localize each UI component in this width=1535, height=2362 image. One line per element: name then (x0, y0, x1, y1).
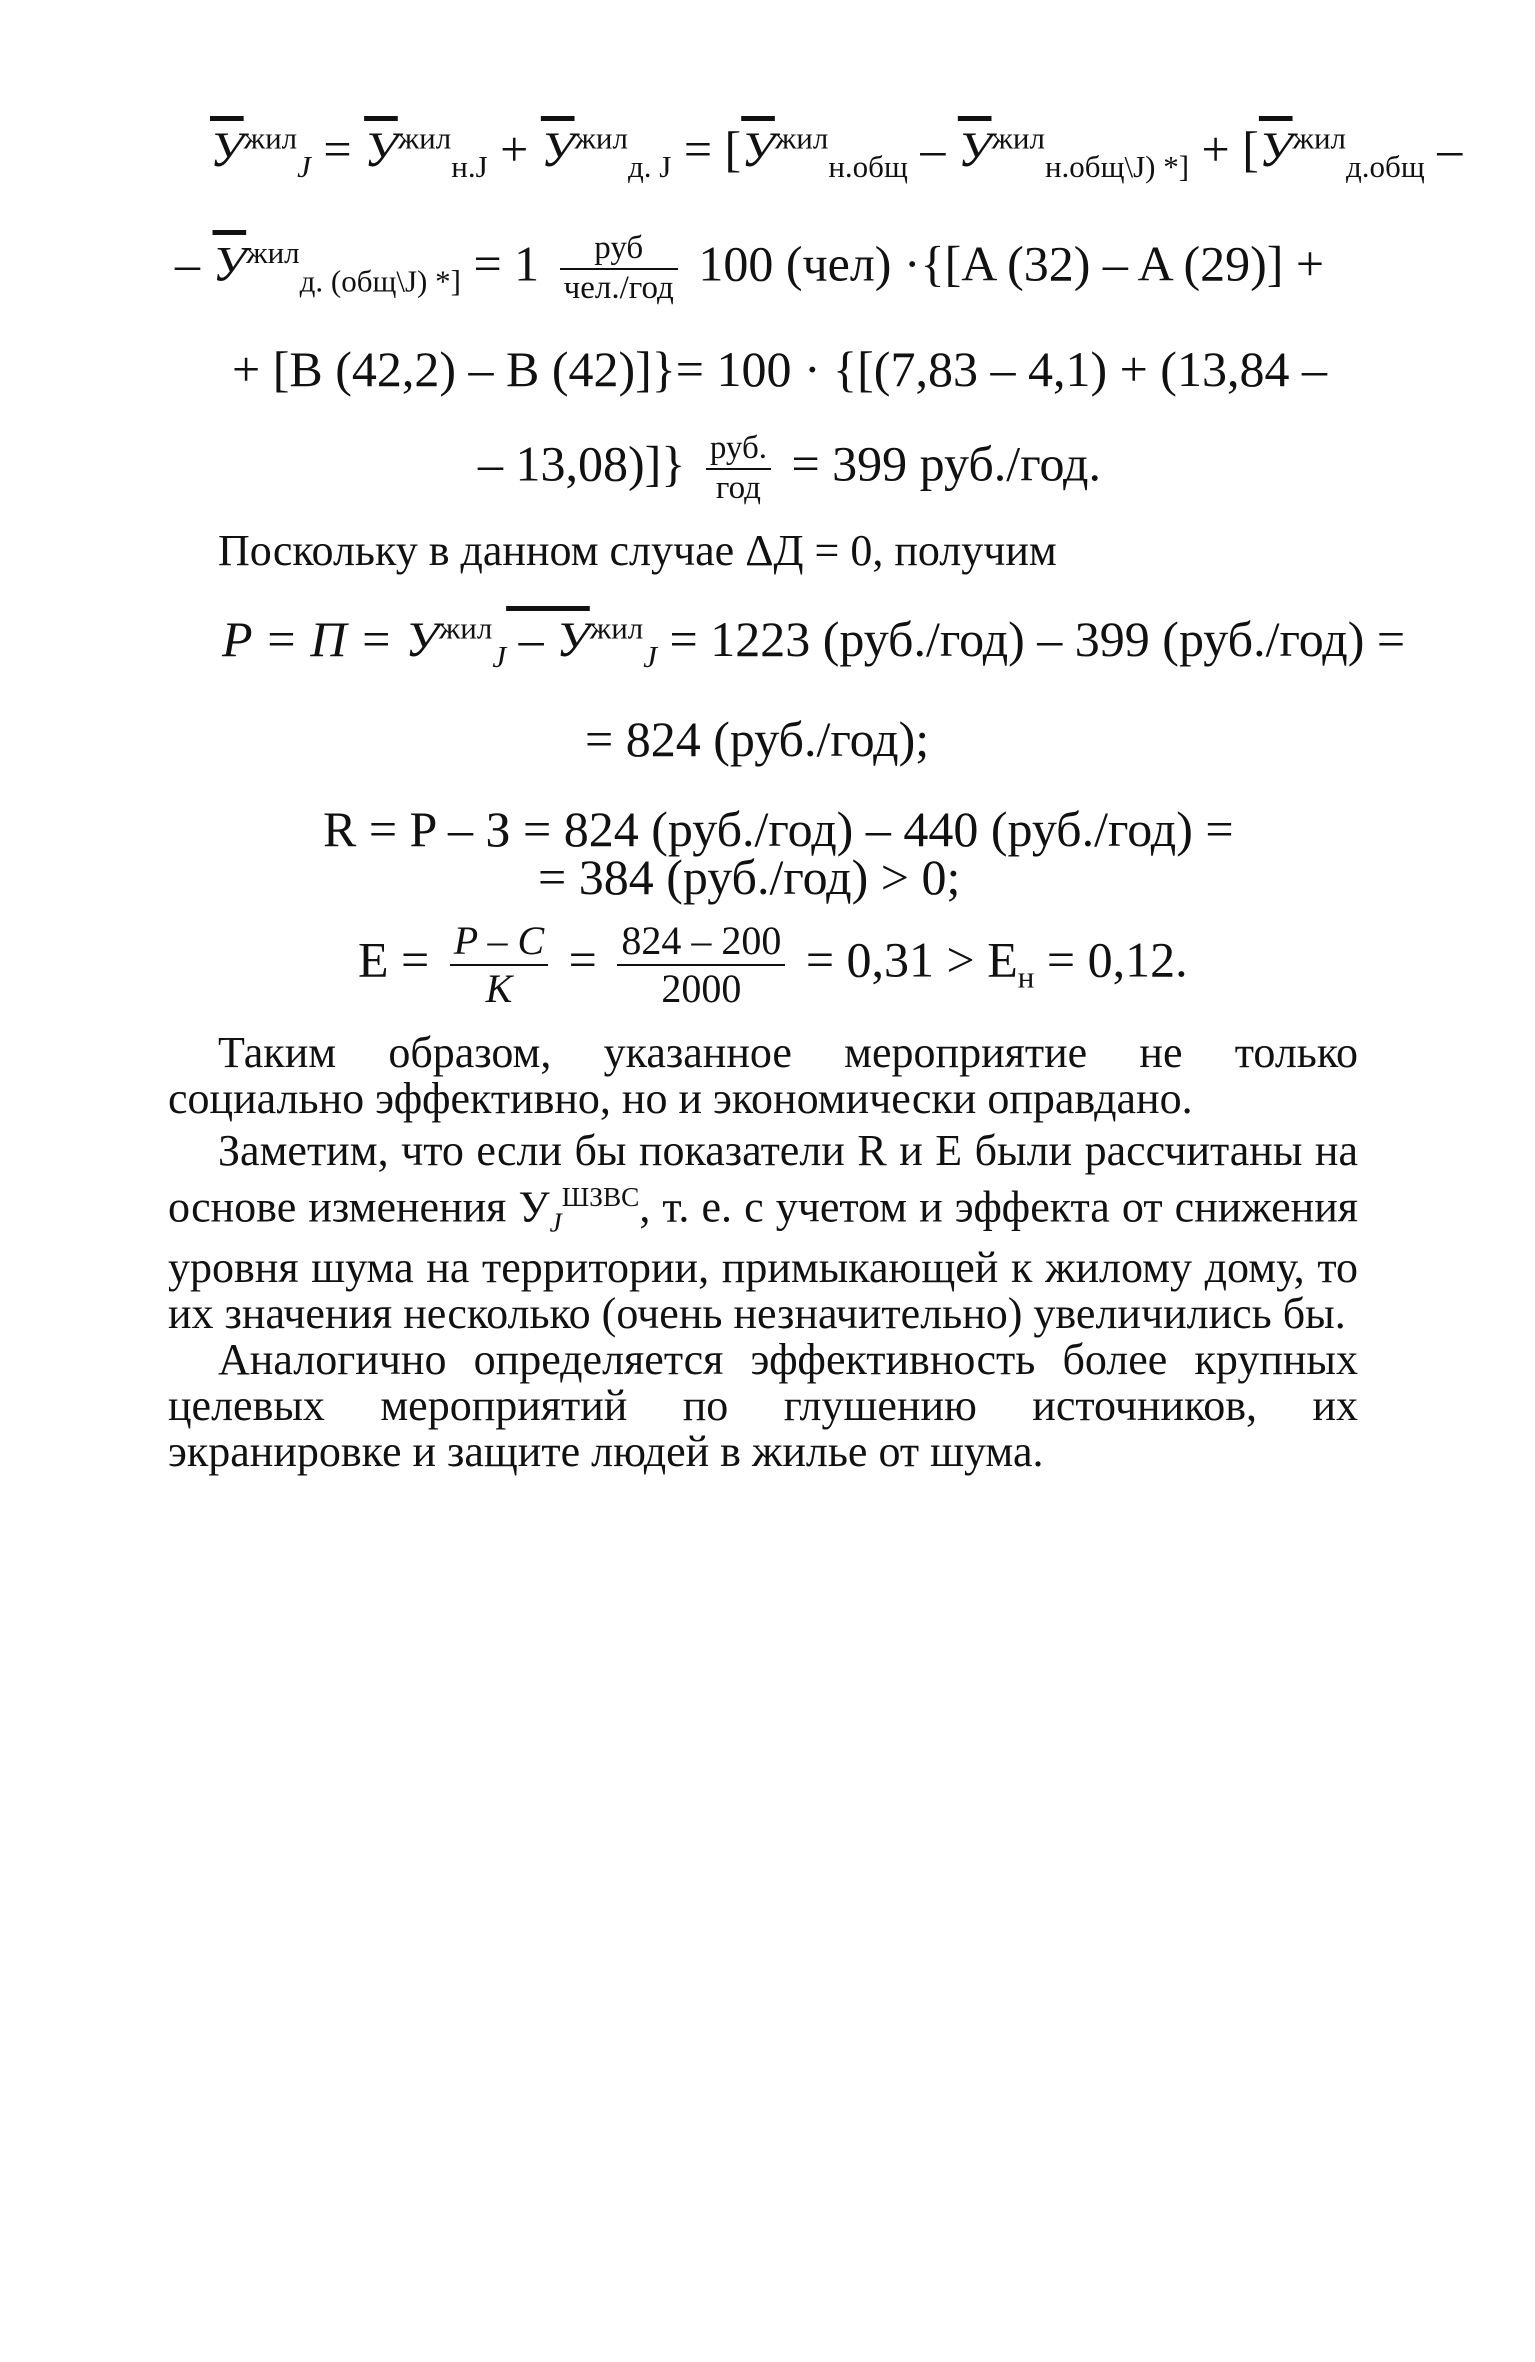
equals: = (323, 121, 352, 177)
formula-line-4-pre: – 13,08)]} (478, 435, 686, 492)
formula-line-1 (210, 120, 1462, 185)
sub-dobsh-j: д. (общ\J) *] (299, 263, 461, 299)
var-y-bar: У (1258, 121, 1293, 177)
remark-text-a: Заметим, что если бы показатели R и E были рассчитаны на основе изменения У (168, 1126, 1358, 1232)
sup-shzvs: ШЗВС (561, 1182, 640, 1212)
var-y-bar: У (741, 121, 775, 177)
sup-zhil: жил (589, 610, 644, 646)
var-y-bar: У (212, 235, 247, 292)
var-y-bar: У (210, 121, 244, 177)
since-text: Поскольку в данном случае ΔД = 0, получим (218, 526, 1057, 575)
sub-j: J (297, 149, 311, 184)
text-body (168, 1030, 1358, 1475)
var-y-bar: У (364, 121, 398, 177)
sub-nj: н.J (451, 149, 488, 184)
bracket: [ (1242, 121, 1259, 177)
sub-nobsh-j: н.общ\J) *] (1044, 149, 1190, 184)
paragraph-analogy: Аналогично определяется эффективность более крупных целевых мероприятий по глушению источников, их экранировке и защите людей в жилье от шума. (168, 1335, 1358, 1477)
fraction-numerator: руб (560, 230, 678, 270)
fraction-p-minus-c-over-k (450, 918, 548, 1012)
paragraph-conclusion: Таким образом, указанное мероприятие не только социально эффективно, но и экономически оправдано. (168, 1028, 1358, 1123)
fraction-denominator: K (485, 966, 513, 1011)
formula-line-4-result: = 399 руб./год. (791, 435, 1101, 492)
equals-one: = 1 (473, 235, 540, 292)
minus: – (175, 235, 200, 292)
fraction-denominator: чел./год (563, 269, 674, 306)
sup-zhil: жил (397, 120, 452, 156)
formula-p-result: = 824 (руб./год); (585, 711, 930, 767)
fraction-numerator: 824 – 200 (617, 918, 785, 966)
var-y-bar: – У (506, 611, 590, 667)
formula-line-3: + [B (42,2) – B (42)]}= 100 · {[(7,83 – 4,1) + (13,84 – (232, 341, 1327, 397)
sup-zhil: жил (438, 610, 493, 646)
sub-nobsh: н.общ (828, 149, 908, 184)
sup-zhil: жил (574, 120, 628, 156)
e-lhs: E = (358, 931, 430, 988)
formula-r-line-2: = 384 (руб./год) > 0; (538, 849, 961, 905)
formula-r-line-1: R = P – З = 824 (руб./год) – 440 (руб./год) = (323, 801, 1234, 857)
plus: + (1201, 121, 1230, 177)
sub-j: J (643, 639, 658, 674)
fraction-rub-per-year (706, 430, 771, 508)
fraction-numeric (617, 918, 785, 1012)
var-y-bar: У (540, 121, 575, 177)
e-norm-value: = 0,12. (1034, 931, 1188, 988)
minus: – (1437, 121, 1463, 177)
formula-e (358, 918, 1188, 1012)
sub-dobsh: д.общ (1346, 149, 1425, 184)
remark-text-b: , т. е. с учетом и эффекта от снижения уровня шума на территории, примыкающей к жилому дому, то их значения несколько (очень незначительно) увеличились бы. (168, 1182, 1358, 1339)
sup-zhil: жил (991, 120, 1045, 156)
p-rhs: = 1223 (руб./год) – 399 (руб./год) = (657, 611, 1406, 667)
formula-line-4 (478, 430, 1101, 508)
bracket: [ (724, 121, 742, 177)
plus: + (500, 121, 529, 177)
sub-dj: д. J (628, 149, 672, 184)
fraction-numerator: P – C (450, 918, 548, 966)
minus: – (920, 121, 946, 177)
equals: = (683, 121, 713, 177)
var-y-bar: У (957, 121, 992, 177)
fraction-denominator: 2000 (661, 966, 742, 1011)
formula-line-2 (175, 230, 1324, 308)
equals: = (568, 931, 597, 988)
fraction-numerator: руб. (706, 430, 771, 470)
sub-n: н (1017, 959, 1035, 995)
paragraph-remark (168, 1128, 1358, 1337)
formula-p (222, 610, 1405, 675)
sub-j: J (549, 1207, 562, 1238)
sup-zhil: жил (246, 234, 300, 270)
sup-zhil: жил (243, 120, 298, 156)
sup-zhil: жил (774, 120, 829, 156)
fraction-rub-per-person-year (560, 230, 678, 308)
sup-zhil: жил (1292, 120, 1347, 156)
e-result: = 0,31 > E (805, 931, 1018, 988)
fraction-denominator: год (715, 469, 761, 506)
formula-line-2-tail: 100 (чел) ·{[A (32) – A (29)] + (698, 235, 1325, 292)
sub-j: J (492, 639, 507, 674)
p-lhs: P = П = У (222, 611, 439, 667)
